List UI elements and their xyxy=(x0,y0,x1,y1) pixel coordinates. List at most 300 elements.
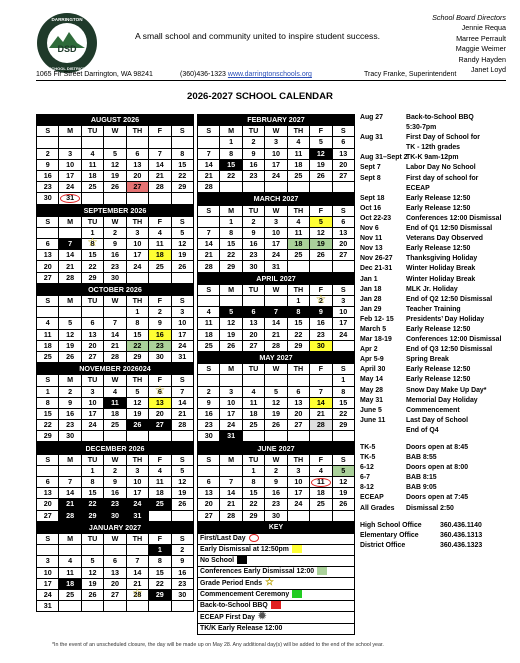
weekday-label: TU xyxy=(81,454,103,465)
day-cell: 7 xyxy=(171,386,193,397)
event-date: 8-12 xyxy=(360,484,374,492)
day-cell: 15 xyxy=(37,408,59,419)
day-cell: 27 xyxy=(198,510,220,521)
day-cell: 16 xyxy=(104,488,126,499)
day-cell: 28 xyxy=(171,420,193,431)
day-cell: 20 xyxy=(198,499,220,510)
day-cell: 14 xyxy=(265,318,287,329)
event-row xyxy=(360,234,516,244)
weekday-label: S xyxy=(171,216,193,227)
day-cell xyxy=(332,510,354,521)
day-cell: 8 xyxy=(81,477,103,488)
month-name: NOVEMBER 2026024 xyxy=(37,364,194,375)
weekday-label: F xyxy=(149,126,171,137)
day-cell xyxy=(104,601,126,612)
day-cell: 30 xyxy=(59,431,81,442)
weekday-label: F xyxy=(310,126,332,137)
day-cell: 21 xyxy=(198,250,220,261)
day-cell: 18 xyxy=(104,408,126,419)
week-row xyxy=(37,351,194,362)
day-cell: 27 xyxy=(332,170,354,181)
month-name: FEBRUARY 2027 xyxy=(198,115,355,126)
weekday-label: W xyxy=(265,364,287,375)
board-member: Maggie Weimer xyxy=(455,44,506,54)
day-cell: 12 xyxy=(104,159,126,170)
event-date: June 5 xyxy=(360,406,382,414)
event-text: Commencement xyxy=(406,406,460,414)
event-text: BAB 9:05 xyxy=(406,484,437,492)
day-cell xyxy=(59,307,81,318)
office-label: High School Office xyxy=(360,521,422,529)
event-date: Jan 28 xyxy=(360,295,382,303)
day-cell: 9 xyxy=(149,318,171,329)
day-cell: 31 xyxy=(220,431,242,442)
weekday-label: M xyxy=(220,126,242,137)
day-cell: 25 xyxy=(37,351,59,362)
week-row xyxy=(37,589,194,600)
event-text: Early Release 12:50 xyxy=(406,325,471,333)
week-row xyxy=(198,340,355,351)
day-cell xyxy=(332,182,354,193)
day-cell: 2 ☆ xyxy=(310,296,332,307)
day-cell: 21 xyxy=(59,261,81,272)
weekday-label: TH xyxy=(287,126,309,137)
day-cell: 29 xyxy=(37,431,59,442)
bell-time-row xyxy=(360,443,516,453)
day-cell: 20 xyxy=(81,340,103,351)
month-calendar xyxy=(36,442,194,521)
board-member: Janet Loyd xyxy=(470,65,506,75)
week-row xyxy=(37,601,194,612)
day-cell xyxy=(126,431,148,442)
event-text: Last Day of School xyxy=(406,416,469,424)
day-cell: 13 xyxy=(81,329,103,340)
day-cell: 7 xyxy=(126,556,148,567)
week-row xyxy=(198,148,355,159)
day-cell: 4 xyxy=(81,148,103,159)
event-date: All Grades xyxy=(360,504,395,512)
month-name: APRIL 2027 xyxy=(198,273,355,284)
weekday-label: M xyxy=(59,533,81,544)
week-row xyxy=(37,465,194,476)
month-name: DECEMBER 2026 xyxy=(37,443,194,454)
weekday-label: S xyxy=(332,364,354,375)
day-cell: 16 xyxy=(265,488,287,499)
day-cell: 27 xyxy=(332,250,354,261)
day-cell: 2 xyxy=(37,148,59,159)
weekday-label: TU xyxy=(81,375,103,386)
office-phone-row xyxy=(360,531,516,541)
day-cell: 16 xyxy=(198,408,220,419)
legend-label: Commencement Ceremony xyxy=(200,591,290,599)
day-cell: 13 xyxy=(287,397,309,408)
event-date: Jan 29 xyxy=(360,305,382,313)
event-text: Presidents’ Day Holiday xyxy=(406,315,485,323)
day-cell: 22 xyxy=(149,578,171,589)
day-cell: 21 xyxy=(104,340,126,351)
day-cell: 22 xyxy=(220,250,242,261)
svg-text:DSD: DSD xyxy=(57,44,77,54)
event-text: Early Release 12:50 xyxy=(406,204,471,212)
day-cell: 6 xyxy=(332,137,354,148)
event-row xyxy=(360,365,516,375)
day-cell xyxy=(59,545,81,556)
day-cell: 2 xyxy=(59,386,81,397)
week-row xyxy=(37,556,194,567)
day-cell: 30 xyxy=(104,272,126,283)
week-row xyxy=(37,182,194,193)
event-row xyxy=(360,345,516,355)
event-text: Winter Holiday Break xyxy=(406,265,476,273)
event-date: Apr 5-9 xyxy=(360,356,384,364)
day-cell: 23 xyxy=(37,182,59,193)
day-cell: 21 xyxy=(198,170,220,181)
day-cell: 26 xyxy=(310,170,332,181)
weekday-label: TU xyxy=(242,205,264,216)
legend-item xyxy=(198,556,355,567)
day-cell xyxy=(126,601,148,612)
day-cell: 14 xyxy=(59,250,81,261)
day-cell: 1 xyxy=(242,465,264,476)
day-cell: 15 xyxy=(126,329,148,340)
event-date: Oct 22-23 xyxy=(360,214,392,222)
spacer xyxy=(360,436,516,443)
event-text: Conferences 12:00 Dismissal xyxy=(406,214,502,222)
day-cell: 14 xyxy=(198,159,220,170)
day-cell: 27 xyxy=(242,340,264,351)
week-row xyxy=(37,431,194,442)
day-cell xyxy=(171,193,193,204)
svg-text:DARRINGTON: DARRINGTON xyxy=(51,17,83,22)
day-cell: 8 xyxy=(332,386,354,397)
weekday-label: S xyxy=(198,454,220,465)
day-cell: 18 xyxy=(149,250,171,261)
tagline: A small school and community united to inspire student success. xyxy=(135,31,381,41)
day-cell: 29 xyxy=(242,510,264,521)
day-cell: 23 xyxy=(104,261,126,272)
event-row xyxy=(360,143,516,153)
event-row xyxy=(360,386,516,396)
weekday-label: M xyxy=(220,364,242,375)
event-row xyxy=(360,295,516,305)
day-cell: 16 xyxy=(59,408,81,419)
day-cell: 18 xyxy=(198,329,220,340)
weekday-label: S xyxy=(332,454,354,465)
weekday-label: F xyxy=(310,205,332,216)
event-date: Sept 8 xyxy=(360,174,381,182)
calendar-column-left xyxy=(36,114,194,612)
day-cell: 24 xyxy=(265,250,287,261)
day-cell xyxy=(171,272,193,283)
burst-icon: ✹ xyxy=(258,611,267,623)
bell-time-row xyxy=(360,453,516,463)
day-cell: 13 xyxy=(104,567,126,578)
event-date: TK-5 xyxy=(360,444,376,451)
day-cell: 9 xyxy=(265,477,287,488)
event-row xyxy=(360,224,516,234)
weekday-label: TU xyxy=(242,454,264,465)
week-row xyxy=(37,148,194,159)
event-date: May 14 xyxy=(360,376,383,384)
day-cell xyxy=(220,182,242,193)
day-cell: 24 xyxy=(332,329,354,340)
day-cell: 8 xyxy=(126,318,148,329)
day-cell: 14 xyxy=(126,567,148,578)
day-cell: 3 xyxy=(81,386,103,397)
day-cell: 20 xyxy=(242,329,264,340)
week-row xyxy=(198,477,355,488)
legend-swatch xyxy=(292,545,302,553)
day-cell: 9 xyxy=(198,397,220,408)
legend-label: ECEAP First Day xyxy=(200,614,256,622)
day-cell: 31 xyxy=(126,510,148,521)
legend-label: Early Dismissal at 12:50pm xyxy=(200,545,289,553)
day-cell xyxy=(149,193,171,204)
day-cell: 13 xyxy=(126,159,148,170)
day-cell xyxy=(59,465,81,476)
event-text: End of Q4 xyxy=(406,426,439,434)
events-list xyxy=(360,113,516,551)
day-cell: 5 xyxy=(310,137,332,148)
legend-item xyxy=(198,601,355,612)
day-cell: 22 xyxy=(332,408,354,419)
day-cell: 1 xyxy=(287,296,309,307)
day-cell: 24 xyxy=(59,182,81,193)
day-cell: 26 xyxy=(126,420,148,431)
day-cell: 8 xyxy=(171,148,193,159)
day-cell: 13 xyxy=(149,397,171,408)
day-cell: 9 xyxy=(242,148,264,159)
day-cell: 28 xyxy=(310,420,332,431)
month-name: AUGUST 2026 xyxy=(37,115,194,126)
day-cell xyxy=(220,375,242,386)
month-name: JUNE 2027 xyxy=(198,443,355,454)
weekday-label: W xyxy=(104,216,126,227)
day-cell xyxy=(220,465,242,476)
day-cell: 3 xyxy=(287,465,309,476)
weekday-label: TU xyxy=(242,284,264,295)
event-row xyxy=(360,375,516,385)
day-cell: 5 xyxy=(310,216,332,227)
month-name: MARCH 2027 xyxy=(198,194,355,205)
day-cell: 27 xyxy=(126,182,148,193)
school-board-list xyxy=(432,13,506,75)
day-cell: 1 xyxy=(149,545,171,556)
day-cell: 10 xyxy=(37,567,59,578)
day-cell: 15 xyxy=(81,488,103,499)
weekday-label: W xyxy=(265,284,287,295)
day-cell: 25 xyxy=(81,182,103,193)
month-calendar xyxy=(197,273,355,352)
day-cell xyxy=(81,431,103,442)
weekday-label: S xyxy=(332,284,354,295)
day-cell: 5 xyxy=(332,465,354,476)
week-row xyxy=(37,340,194,351)
event-row xyxy=(360,153,516,163)
day-cell: 29 xyxy=(171,182,193,193)
day-cell: 12 xyxy=(59,329,81,340)
event-text: Early Release 12:50 xyxy=(406,194,471,202)
day-cell: 14 xyxy=(149,159,171,170)
day-cell: 6 xyxy=(104,556,126,567)
day-cell: 12 xyxy=(126,397,148,408)
day-cell: 6 xyxy=(126,148,148,159)
weekday-label: F xyxy=(310,364,332,375)
event-date: Nov 26-27 xyxy=(360,255,393,263)
day-cell: 29 xyxy=(332,420,354,431)
day-cell: 7 xyxy=(149,148,171,159)
weekday-label: TU xyxy=(81,533,103,544)
day-cell xyxy=(81,307,103,318)
day-cell xyxy=(310,510,332,521)
day-cell: 14 xyxy=(171,397,193,408)
week-row xyxy=(37,307,194,318)
weekday-label: W xyxy=(265,126,287,137)
weekday-label: TH xyxy=(287,205,309,216)
week-row xyxy=(37,488,194,499)
legend-item xyxy=(198,612,355,624)
day-cell: 29 xyxy=(81,272,103,283)
weekday-label: TH xyxy=(126,533,148,544)
event-date xyxy=(360,123,406,133)
event-row xyxy=(360,123,516,133)
day-cell: 26 xyxy=(332,499,354,510)
day-cell: 8 xyxy=(220,148,242,159)
day-cell: 10 xyxy=(171,318,193,329)
day-cell: 1 xyxy=(81,465,103,476)
day-cell: 8 xyxy=(242,477,264,488)
day-cell: 9 xyxy=(104,477,126,488)
event-date: April 30 xyxy=(360,366,386,374)
day-cell: 11 xyxy=(59,567,81,578)
day-cell xyxy=(59,601,81,612)
weekday-label: W xyxy=(104,296,126,307)
day-cell: 30 xyxy=(265,510,287,521)
day-cell: 27 xyxy=(37,510,59,521)
day-cell: 21 xyxy=(149,170,171,181)
day-cell: 25 xyxy=(310,499,332,510)
event-date: Nov 6 xyxy=(360,225,379,233)
website-link[interactable]: www.darringtonschools.org xyxy=(227,71,312,78)
day-cell: 3 xyxy=(220,386,242,397)
day-cell: 20 xyxy=(332,239,354,250)
day-cell xyxy=(37,465,59,476)
event-text: Spring Break xyxy=(406,356,449,364)
day-cell: 6 xyxy=(37,477,59,488)
event-text: Dismissal 2:50 xyxy=(406,504,454,512)
week-row xyxy=(37,227,194,238)
office-phone: 360.436.1313 xyxy=(440,531,483,539)
weekday-label: F xyxy=(310,454,332,465)
header-divider xyxy=(36,80,506,81)
day-cell: 16 xyxy=(149,329,171,340)
week-row xyxy=(37,567,194,578)
week-row xyxy=(198,250,355,261)
event-text: Doors open at 8:00 xyxy=(406,464,469,472)
day-cell: 7 xyxy=(198,148,220,159)
district-logo xyxy=(36,12,98,74)
month-calendar xyxy=(197,352,355,443)
month-name: MAY 2027 xyxy=(198,352,355,363)
weekday-label: TU xyxy=(81,296,103,307)
day-cell: 19 xyxy=(332,488,354,499)
week-row xyxy=(198,239,355,250)
week-row xyxy=(37,261,194,272)
day-cell: 6 xyxy=(242,307,264,318)
legend-item xyxy=(198,567,355,578)
day-cell: 18 xyxy=(242,408,264,419)
day-cell: 2 xyxy=(198,386,220,397)
day-cell: 17 xyxy=(287,488,309,499)
day-cell: 10 xyxy=(265,227,287,238)
event-text: Teacher Training xyxy=(406,305,461,313)
week-row xyxy=(198,329,355,340)
weekday-label: TH xyxy=(287,454,309,465)
week-row xyxy=(198,465,355,476)
day-cell: 26 xyxy=(265,420,287,431)
event-text: First Day of School for xyxy=(406,134,480,142)
day-cell: 24 xyxy=(220,420,242,431)
event-text: Conferences 12:00 Dismissal xyxy=(406,336,502,344)
day-cell: 18 xyxy=(310,488,332,499)
day-cell: 4 xyxy=(310,465,332,476)
day-cell: 17 xyxy=(171,329,193,340)
day-cell xyxy=(149,601,171,612)
day-cell xyxy=(81,601,103,612)
day-cell: 27 xyxy=(81,351,103,362)
day-cell: 23 xyxy=(171,578,193,589)
event-text: Memorial Day Holiday xyxy=(406,396,478,404)
week-row xyxy=(37,510,194,521)
event-text: MLK Jr. Holiday xyxy=(406,285,458,293)
day-cell: 3 xyxy=(59,148,81,159)
day-cell xyxy=(220,296,242,307)
weekday-label: M xyxy=(59,126,81,137)
week-row xyxy=(37,318,194,329)
day-cell: 17 xyxy=(332,318,354,329)
day-cell: 23 xyxy=(265,499,287,510)
week-row xyxy=(37,250,194,261)
month-calendar xyxy=(36,114,194,205)
day-cell: 23 xyxy=(104,499,126,510)
month-calendar xyxy=(36,284,194,363)
weekday-label: S xyxy=(171,375,193,386)
week-row xyxy=(37,545,194,556)
event-row xyxy=(360,285,516,295)
board-member: Jennie Requa xyxy=(461,23,506,33)
day-cell: 14 xyxy=(220,488,242,499)
day-cell: 19 xyxy=(171,488,193,499)
day-cell xyxy=(242,296,264,307)
event-row xyxy=(360,184,516,194)
day-cell: 14 xyxy=(104,329,126,340)
event-row xyxy=(360,194,516,204)
day-cell: 10 xyxy=(126,239,148,250)
day-cell xyxy=(242,431,264,442)
day-cell: 4 xyxy=(104,386,126,397)
legend-item xyxy=(198,544,355,555)
day-cell: 8 ☆ xyxy=(81,239,103,250)
weekday-label: F xyxy=(310,284,332,295)
weekday-label: S xyxy=(37,216,59,227)
day-cell: 15 xyxy=(220,159,242,170)
day-cell: 10 xyxy=(332,307,354,318)
legend-label: First/Last Day xyxy=(200,534,246,542)
day-cell: 9 xyxy=(37,159,59,170)
day-cell: 24 xyxy=(37,589,59,600)
day-cell: 9 xyxy=(171,556,193,567)
day-cell xyxy=(37,227,59,238)
